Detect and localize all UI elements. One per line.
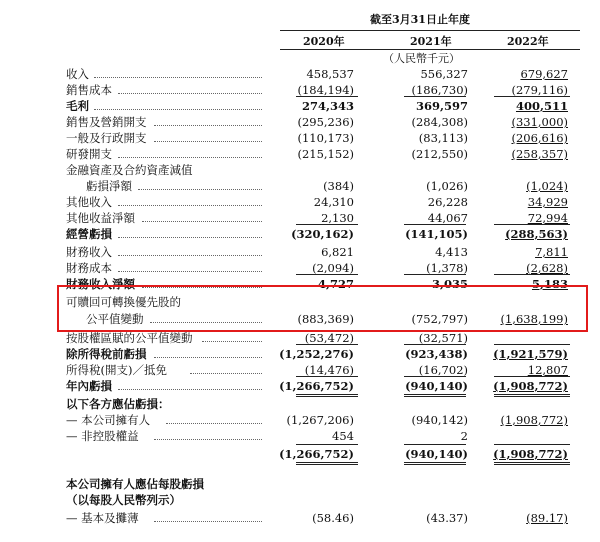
leader-dots — [118, 389, 262, 390]
leader-dots — [202, 341, 262, 342]
value-2020: (184,194) — [297, 83, 354, 97]
value-2020: 274,343 — [301, 99, 354, 113]
value-2021: 556,327 — [420, 67, 468, 81]
value-2020: (1,266,752) — [279, 447, 354, 461]
finance-income-row — [0, 244, 600, 260]
selling-expenses-row — [0, 114, 600, 130]
value-2021: (752,797) — [411, 312, 468, 326]
leader-dots — [154, 141, 262, 142]
value-2022: (1,638,199) — [500, 312, 568, 326]
value-2022: 34,929 — [527, 195, 568, 209]
value-2020: (1,267,206) — [286, 413, 354, 427]
row-label: 可贖回可轉換優先股的 — [66, 295, 181, 309]
row-label: 年內虧損 — [66, 379, 112, 393]
value-2021: (212,550) — [411, 147, 468, 161]
total-rule — [404, 96, 466, 97]
row-label: 以下各方應佔虧損： — [66, 397, 170, 411]
value-2020: 6,821 — [321, 245, 354, 259]
loss-for-year-row — [0, 378, 600, 394]
value-2020: 24,310 — [313, 195, 354, 209]
row-label: — 基本及攤薄 — [66, 511, 139, 525]
total-rule — [296, 394, 358, 397]
eps-unit-row — [0, 492, 600, 508]
leader-dots — [154, 521, 262, 522]
leader-dots — [154, 357, 262, 358]
total-rule — [404, 224, 466, 225]
leader-dots — [154, 439, 262, 440]
row-label: 財務成本 — [66, 261, 112, 275]
leader-dots — [142, 221, 262, 222]
value-2022: (1,024) — [526, 179, 568, 193]
row-label: 所得稅(開支)／抵免 — [66, 363, 167, 377]
row-label: 毛利 — [66, 99, 89, 113]
attributable-header-row — [0, 396, 600, 412]
value-2022: (89.17) — [526, 511, 568, 525]
year-2022-heading: 2022年 — [507, 35, 549, 48]
value-2022: (279,116) — [511, 83, 568, 97]
total-rule — [296, 444, 358, 445]
row-label: 虧損淨額 — [86, 179, 132, 193]
leader-dots — [94, 77, 262, 78]
value-2022: (331,000) — [511, 115, 568, 129]
total-rule — [404, 394, 466, 397]
period-rule — [280, 30, 580, 31]
value-2022: 72,994 — [527, 211, 568, 225]
leader-dots — [118, 237, 262, 238]
value-2022: (2,628) — [526, 261, 568, 275]
row-label: 銷售成本 — [66, 83, 112, 97]
value-2021: (940,142) — [411, 413, 468, 427]
other-income-row — [0, 194, 600, 210]
value-2022: 400,511 — [515, 99, 568, 113]
total-rule — [404, 444, 466, 445]
total-rule — [494, 274, 570, 275]
value-2020: (320,162) — [291, 227, 354, 241]
row-label: 按股權區賦的公平值變動 — [66, 331, 193, 345]
value-2021: (43.37) — [426, 511, 468, 525]
rd-expenses-row — [0, 146, 600, 162]
total-rule — [494, 96, 570, 97]
value-2021: (1,026) — [426, 179, 468, 193]
unit-heading: （人民幣千元） — [383, 52, 460, 65]
row-label: 一般及行政開支 — [66, 131, 147, 145]
total-rule — [494, 394, 570, 397]
value-2021: 44,067 — [427, 211, 468, 225]
value-2021: (1,378) — [426, 261, 468, 275]
value-2021: (83,113) — [418, 131, 468, 145]
total-rule — [404, 376, 466, 377]
leader-dots — [118, 271, 262, 272]
value-2021: (141,105) — [405, 227, 468, 241]
impairment-header-row — [0, 162, 600, 178]
value-2022: (206,616) — [511, 131, 568, 145]
value-2022: (1,908,772) — [493, 379, 568, 393]
total-rule — [404, 344, 466, 345]
row-label: 其他收益淨額 — [66, 211, 135, 225]
row-label: 研發開支 — [66, 147, 112, 161]
leader-dots — [166, 423, 262, 424]
total-rule — [494, 462, 570, 465]
value-2021: (16,702) — [418, 363, 468, 377]
value-2021: (940,140) — [405, 379, 468, 393]
value-2022: (1,921,579) — [493, 347, 568, 361]
operating-loss-row — [0, 226, 600, 242]
value-2020: (58.46) — [312, 511, 354, 525]
highlight-box — [57, 285, 588, 332]
value-2022: (1,908,772) — [500, 413, 568, 427]
row-label: — 本公司擁有人 — [66, 413, 151, 427]
gross-profit-row — [0, 98, 600, 114]
row-label: 財務收入 — [66, 245, 112, 259]
total-rule — [296, 274, 358, 275]
value-2022: (288,563) — [505, 227, 568, 241]
total-rule — [296, 376, 358, 377]
value-2021: (284,308) — [411, 115, 468, 129]
value-2022: (1,908,772) — [493, 447, 568, 461]
value-2020: (384) — [323, 179, 354, 193]
value-2021: 2 — [460, 429, 468, 443]
eps-header-row — [0, 476, 600, 492]
value-2021: 4,413 — [435, 245, 468, 259]
leader-dots — [94, 109, 262, 110]
owners-row — [0, 412, 600, 428]
value-2020: (883,369) — [297, 312, 354, 326]
period-heading: 截至3月31日止年度 — [370, 13, 470, 26]
value-2021: (940,140) — [405, 447, 468, 461]
row-label: 金融資產及合約資產減值 — [66, 163, 193, 177]
admin-expenses-row — [0, 130, 600, 146]
impairment-row — [0, 178, 600, 194]
total-rule — [404, 462, 466, 465]
value-2020: (1,252,276) — [279, 347, 354, 361]
leader-dots — [118, 255, 262, 256]
row-label: 公平值變動 — [86, 312, 144, 326]
value-2021: 26,228 — [427, 195, 468, 209]
leader-dots — [154, 125, 262, 126]
row-label: — 非控股權益 — [66, 429, 139, 443]
revenue-row — [0, 66, 600, 82]
value-2022: 12,807 — [527, 363, 568, 377]
total-rule — [404, 274, 466, 275]
row-label: （以每股人民幣列示） — [66, 493, 181, 507]
total-rule — [296, 462, 358, 465]
value-2020: (53,472) — [304, 331, 354, 345]
year-2021-heading: 2021年 — [410, 35, 452, 48]
value-2020: 2,130 — [321, 211, 354, 225]
total-rule — [494, 376, 570, 377]
row-label: 本公司擁有人應佔每股虧損 — [66, 477, 204, 491]
loss-before-tax-row — [0, 346, 600, 362]
total-rule — [494, 344, 570, 345]
leader-dots — [138, 189, 262, 190]
value-2020: (14,476) — [304, 363, 354, 377]
value-2021: 3,035 — [431, 277, 468, 291]
row-label: 除所得稅前虧損 — [66, 347, 147, 361]
leader-dots — [190, 373, 262, 374]
value-2020: (295,236) — [297, 115, 354, 129]
attributable-total-row — [0, 446, 600, 462]
value-2022: 679,627 — [520, 67, 568, 81]
value-2020: (1,266,752) — [279, 379, 354, 393]
value-2020: (215,152) — [297, 147, 354, 161]
value-2021: (186,730) — [411, 83, 468, 97]
value-2020: 458,537 — [306, 67, 354, 81]
value-2022: 7,811 — [535, 245, 568, 259]
value-2020: 454 — [332, 429, 354, 443]
total-rule — [494, 444, 570, 445]
total-rule — [296, 344, 358, 345]
nci-row — [0, 428, 600, 444]
row-label: 財務收入淨額 — [66, 277, 135, 291]
value-2020: (110,173) — [297, 131, 354, 145]
value-2020: (2,094) — [312, 261, 354, 275]
leader-dots — [118, 157, 262, 158]
leader-dots — [118, 93, 262, 94]
eps-basic-row — [0, 510, 600, 526]
row-label: 經營虧損 — [66, 227, 112, 241]
total-rule — [296, 96, 358, 97]
year-2020-heading: 2020年 — [303, 35, 345, 48]
row-label: 其他收入 — [66, 195, 112, 209]
total-rule — [494, 224, 570, 225]
value-2022: (258,357) — [511, 147, 568, 161]
value-2021: (923,438) — [405, 347, 468, 361]
value-2022: 5,183 — [531, 277, 568, 291]
value-2020: 4,727 — [317, 277, 354, 291]
row-label: 銷售及營銷開支 — [66, 115, 147, 129]
value-2021: 369,597 — [415, 99, 468, 113]
leader-dots — [118, 205, 262, 206]
value-2021: (32,571) — [418, 331, 468, 345]
total-rule — [296, 224, 358, 225]
row-label: 收入 — [66, 67, 89, 81]
